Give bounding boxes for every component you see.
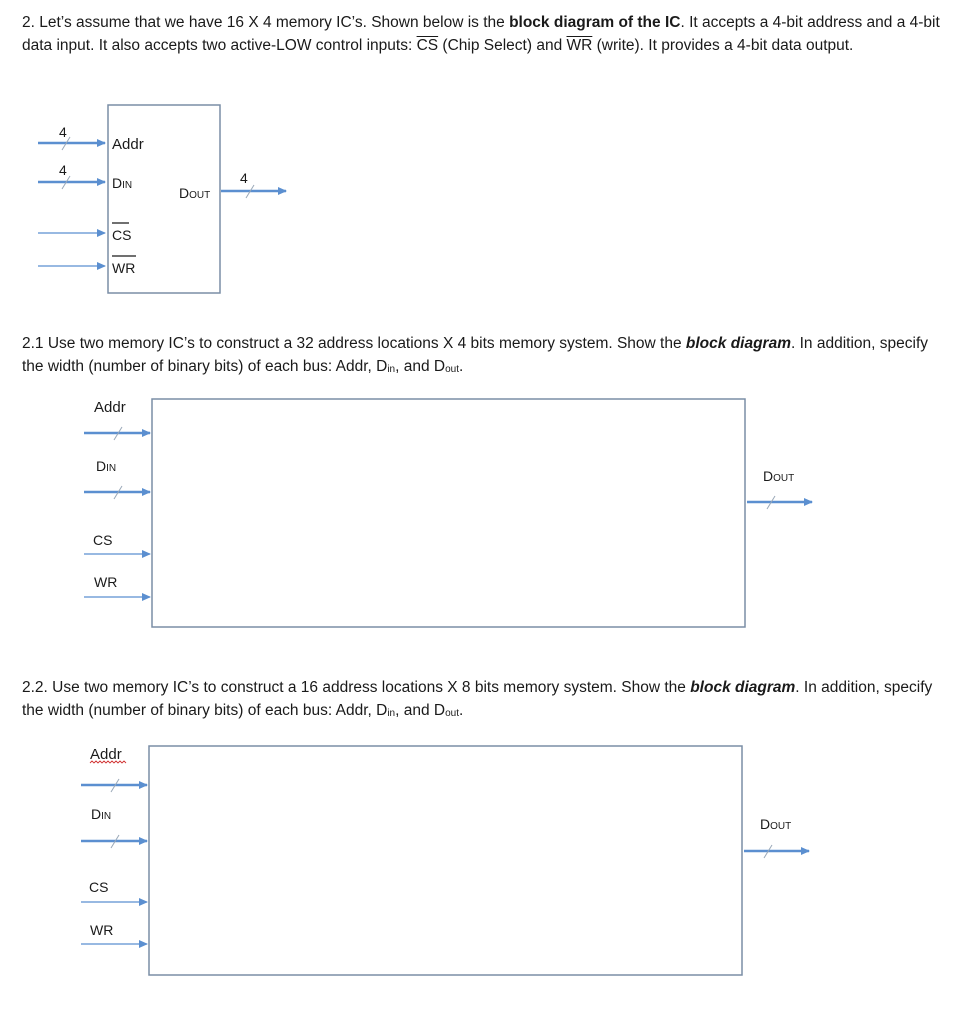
sys2-wr-label: WR (90, 922, 114, 938)
ic-cs-label: CS (112, 227, 132, 243)
sys1-box (152, 399, 745, 627)
q2-cs: $\overline{CS}$ (416, 37, 439, 54)
ic-addr-label: Addr (112, 136, 144, 153)
q22-bold: block diagram (690, 679, 796, 696)
sys1-wr-label: WR (94, 574, 118, 590)
q22-text-2: . In addition, specify the width (number of binary bits) of each bus: Addr, D (22, 679, 933, 719)
sys1-din-label: DIN (96, 458, 117, 474)
q21-text-2: . In addition, specify the width (number of binary bits) of each bus: Addr, D (22, 335, 928, 375)
q22-text-4: . (459, 702, 464, 719)
q2-wr: $\overline{WR}$ (566, 37, 593, 54)
q2-text-2: . It accepts a 4-bit address and a 4-bit data input. It also accepts two active-LOW control inputs: (22, 14, 940, 54)
q21-sub-in: in (387, 364, 396, 375)
sys1-addr-label: Addr (94, 399, 126, 416)
ic-wr-label: WR (112, 260, 136, 276)
q22-text-3: , and D (395, 702, 446, 719)
q2-text-4: (write). It provides a 4-bit data output. (592, 37, 854, 54)
ic-din-label: DIN (112, 175, 133, 191)
system-2-2-diagram (81, 746, 809, 975)
sys2-box (149, 746, 742, 975)
sys2-addr-label: Addr (90, 746, 122, 763)
q21-sub-out: out (445, 364, 459, 375)
sys1-cs-label: CS (93, 532, 113, 548)
sys2-cs-label: CS (89, 879, 109, 895)
ic-block-diagram (38, 105, 286, 293)
q2-text-3: (Chip Select) and (438, 37, 567, 54)
sys2-dout-label: DOUT (760, 816, 792, 832)
q2-text-1: 2. Let’s assume that we have 16 X 4 memory IC’s. Shown below is the (22, 14, 510, 31)
sys2-din-label: DIN (91, 806, 112, 822)
q22-text-1: 2.2. Use two memory IC’s to construct a 16 address locations X 8 bits memory system. Show the (22, 679, 691, 696)
ic-din-width: 4 (59, 162, 67, 178)
q22-sub-in: in (387, 708, 396, 719)
ic-dout-width: 4 (240, 170, 248, 186)
system-2-1-diagram (84, 399, 812, 627)
q2-bold: block diagram of the IC (509, 14, 681, 31)
q21-text-4: . (459, 358, 464, 375)
q22-sub-out: out (445, 708, 459, 719)
q21-text-1: 2.1 Use two memory IC’s to construct a 32 address locations X 4 bits memory system. Show the (22, 335, 686, 352)
q21-bold: block diagram (685, 335, 791, 352)
sys1-dout-label: DOUT (763, 468, 795, 484)
q21-text-3: , and D (395, 358, 446, 375)
ic-dout-label: DOUT (179, 185, 211, 201)
ic-addr-width: 4 (59, 124, 67, 140)
